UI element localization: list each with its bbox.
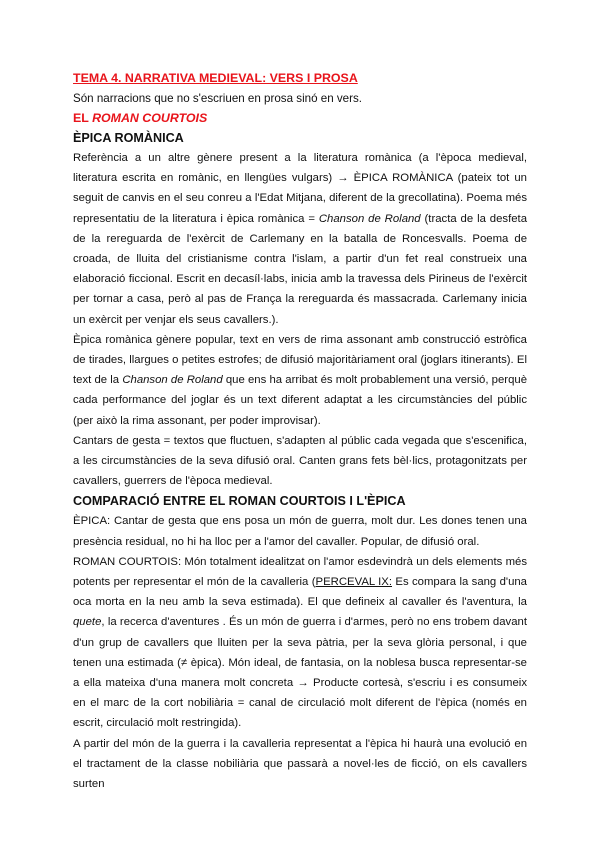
paragraph-epica-comparison: ÈPICA: Cantar de gesta que ens posa un món de guerra, molt dur. Les dones tenen una presència residual, no hi ha lloc per a l'amor del cavaller. Popular, de difusió oral.: [73, 515, 527, 548]
heading-comparacio: COMPARACIÓ ENTRE EL ROMAN COURTOIS I L'ÈPICA: [73, 494, 406, 509]
work-title-italic: Chanson de Roland: [122, 374, 223, 387]
perceval-reference: PERCEVAL IX:: [315, 576, 393, 589]
paragraph-epica-definition: [73, 148, 527, 330]
quete-italic: quete: [73, 616, 102, 629]
document-title: TEMA 4. NARRATIVA MEDIEVAL: VERS I PROSA: [73, 71, 358, 85]
section-heading-roman-courtois: [73, 109, 527, 127]
paragraph-cantars-de-gesta: Cantars de gesta = textos que fluctuen, s'adapten al públic cada vegada que s'escenifica, a les circumstàncies de la seva difusió oral. Canten grans fets bèl·lics, protagonitzats per cavallers, guerrers de l'època medieval.: [73, 434, 527, 488]
section-italic: ROMAN COURTOIS: [92, 111, 208, 125]
paragraph-text: que ens ha arribat és molt probablement una versió, perquè cada performance del joglar és un text diferent adaptat a les circumstàncies del públic (per això la rima assonant, per poder improvisar).: [73, 374, 528, 427]
paragraph-roman-courtois: [73, 552, 527, 734]
work-title-italic: Chanson de Roland: [318, 212, 421, 225]
paragraph-evolution: A partir del món de la guerra i la cavalleria representat a l'èpica hi haurà una evolució en el tractament de la classe nobiliària que passarà a novel·les de ficció, on els cavallers surten: [73, 737, 527, 791]
heading-epica-romanica: ÈPICA ROMÀNICA: [73, 131, 184, 145]
paragraph-text: , la recerca d'aventures . És un món de guerra i d'armes, però no ens trobem davant d'un grup de cavallers que lluiten per la seva pàtria, per la seva glòria personal, i que tenen una estimada (≠ èpica). Món ideal, de fantasia, on la noblesa busca representar-se a ella mateixa d'una manera molt concreta → Producte cortesà, s'escriu i es consumeix en el marc de la cort nobiliària = canal de circulació molt diferent de l'èpica (només en escrit, circulació molt restringida).: [73, 616, 527, 730]
paragraph-epica-popular: [73, 330, 527, 431]
section-prefix: EL: [73, 111, 93, 125]
paragraph-text: Èpica romànica gènere popular, text en vers de rima assonant amb construcció estròfica de tirades, llargues o petites estrofes; de difusió majoritàriament oral (joglars itinerants). El text de la: [73, 333, 527, 387]
paragraph-text: Referència a un altre gènere present a la literatura romànica (a l'època medieval, literatura escrita en romànic, en llengües vulgars) → ÈPICA ROMÀNICA (pateix tot un seguit de canvis en el seu conreu a l'Edat Mitjana, diferent de la grecollatina). Poema més representatiu de la literatura i èpica romànica =: [73, 152, 527, 225]
intro-text: Són narracions que no s'escriuen en prosa sinó en vers.: [73, 92, 363, 105]
paragraph-text: Es compara la sang d'una oca morta en la neu amb la seva estimada). El que defineix al cavaller és l'aventura, la: [73, 576, 527, 609]
paragraph-text: ROMAN COURTOIS: Món totalment idealitzat on l'amor esdevindrà un dels elements més potents per representar el món de la cavalleria (: [73, 555, 527, 589]
paragraph-text: (tracta de la desfeta de la rereguarda de l'exèrcit de Carlemany en la batalla de Roncesvalls. Poema de croada, de lluita del cristianisme contra l'islam, a partir d'un fet real construeix una elaboració ficcional. Escrit en decasíl·labs, inicia amb la travessa dels Pirineus de l'exèrcit per tornar a casa, però al pas de França la rereguarda és massacrada. Carlemany inicia un exèrcit per venjar els seus cavallers.).: [73, 212, 527, 326]
